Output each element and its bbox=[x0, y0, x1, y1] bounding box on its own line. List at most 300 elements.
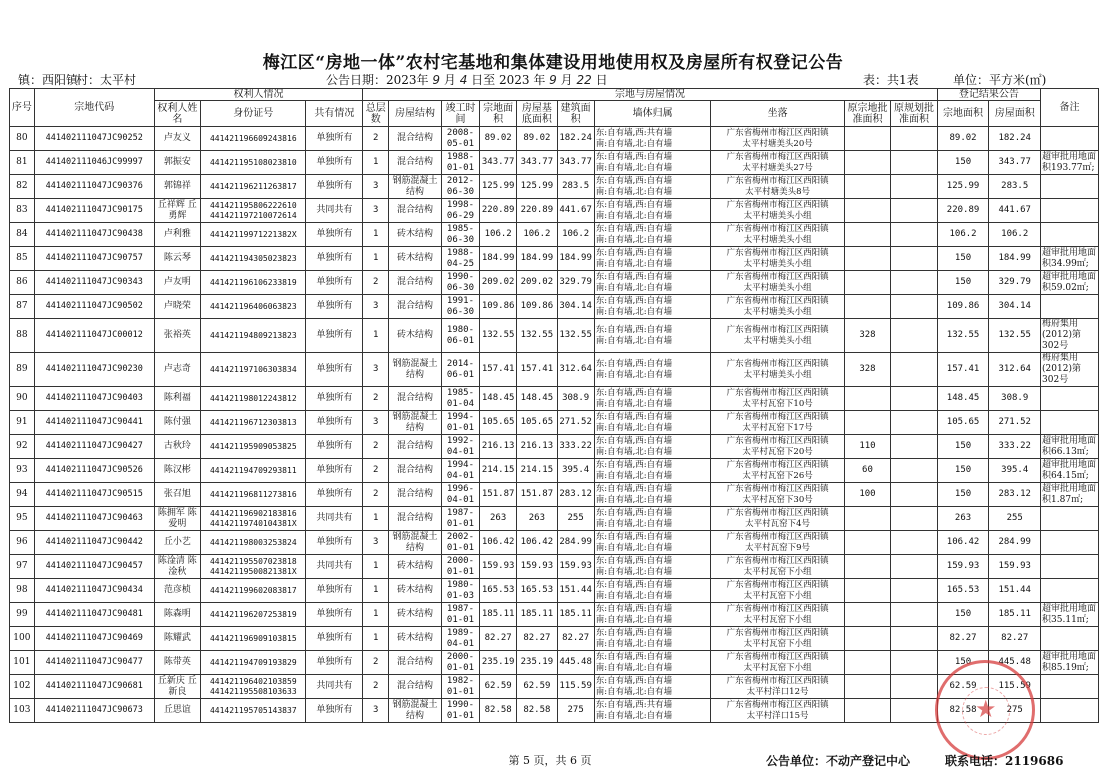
cell-location bbox=[711, 507, 844, 531]
cell-land-area: 216.13 bbox=[480, 435, 517, 459]
cell-code: 441402111047JC90502 bbox=[34, 295, 154, 319]
cell-remark bbox=[1041, 531, 1099, 555]
cell-floors: 2 bbox=[363, 675, 389, 699]
cell-location bbox=[711, 555, 844, 579]
cell-result-land: 150 bbox=[937, 151, 989, 175]
cell-result-house: 441.67 bbox=[989, 199, 1041, 223]
cell-boundary-line-2: 南:自有墙,北:自有墙 bbox=[595, 542, 673, 553]
cell-orig-approved: 100 bbox=[844, 483, 890, 507]
cell-location bbox=[711, 531, 844, 555]
cell-orig-approved bbox=[844, 699, 890, 723]
cell-land-area: 82.27 bbox=[480, 627, 517, 651]
cell-year: 1990-01-01 bbox=[441, 699, 479, 723]
col-location: 坐落 bbox=[711, 101, 844, 127]
cell-remark bbox=[1041, 627, 1099, 651]
cell-result-house: 343.77 bbox=[989, 151, 1041, 175]
cell-id: 441421194709293811 bbox=[201, 459, 306, 483]
cell-name: 陈付强 bbox=[154, 411, 200, 435]
table-row bbox=[10, 319, 1099, 353]
cell-floors: 3 bbox=[363, 295, 389, 319]
cell-share: 单独所有 bbox=[306, 175, 363, 199]
table-row bbox=[10, 151, 1099, 175]
cell-result-land: 109.86 bbox=[937, 295, 989, 319]
cell-boundary-line-1: 东:自有墙,西:自有墙 bbox=[595, 223, 673, 234]
cell-orig-approved bbox=[844, 127, 890, 151]
cell-seq: 97 bbox=[10, 555, 35, 579]
table-row bbox=[10, 295, 1099, 319]
cell-id: 441421196211263817 bbox=[201, 175, 306, 199]
table-row bbox=[10, 271, 1099, 295]
cell-location-line-2: 太平村瓦窑下小组 bbox=[743, 662, 812, 673]
cell-share: 单独所有 bbox=[306, 531, 363, 555]
town-label: 镇：西阳镇 bbox=[18, 73, 79, 87]
cell-boundary bbox=[594, 271, 711, 295]
cell-location-line-2: 太平村塘美头20号 bbox=[742, 138, 813, 149]
cell-location-line-1: 广东省梅州市梅江区西阳镇 bbox=[726, 127, 829, 138]
cell-structure: 砖木结构 bbox=[389, 555, 442, 579]
cell-land-area: 151.87 bbox=[480, 483, 517, 507]
table-row bbox=[10, 387, 1099, 411]
col-structure: 房屋结构 bbox=[389, 101, 442, 127]
cell-remark bbox=[1041, 387, 1099, 411]
cell-structure: 混合结构 bbox=[389, 199, 442, 223]
cell-location-line-1: 广东省梅州市梅江区西阳镇 bbox=[726, 387, 829, 398]
cell-result-land: 62.59 bbox=[937, 675, 989, 699]
cell-orig-approved bbox=[844, 531, 890, 555]
cell-year: 2008-05-01 bbox=[441, 127, 479, 151]
cell-land-area: 132.55 bbox=[480, 319, 517, 353]
cell-remark: 超审批用地面积59.02㎡; bbox=[1041, 271, 1099, 295]
cell-name: 范彦桢 bbox=[154, 579, 200, 603]
cell-base-area: 82.58 bbox=[517, 699, 557, 723]
date-end-day: 22 bbox=[576, 73, 592, 87]
cell-boundary-line-1: 东:自有墙,西:自有墙 bbox=[595, 175, 673, 186]
cell-land-area: 184.99 bbox=[480, 247, 517, 271]
cell-name: 陈森明 bbox=[154, 603, 200, 627]
cell-structure: 混合结构 bbox=[389, 271, 442, 295]
cell-name: 陈利福 bbox=[154, 387, 200, 411]
cell-structure: 混合结构 bbox=[389, 295, 442, 319]
cell-seq: 94 bbox=[10, 483, 35, 507]
cell-build-area: 82.27 bbox=[557, 627, 594, 651]
date-suffix: 日 bbox=[595, 73, 608, 87]
cell-code: 441402111047JC90403 bbox=[34, 387, 154, 411]
cell-build-area: 185.11 bbox=[557, 603, 594, 627]
cell-boundary-line-2: 南:自有墙,北:自有墙 bbox=[595, 258, 673, 269]
cell-code: 441402111047JC90681 bbox=[34, 675, 154, 699]
cell-share: 单独所有 bbox=[306, 699, 363, 723]
cell-location-line-1: 广东省梅州市梅江区西阳镇 bbox=[726, 247, 829, 258]
cell-result-land: 159.93 bbox=[937, 555, 989, 579]
cell-code: 441402111047JC90376 bbox=[34, 175, 154, 199]
cell-result-land: 105.65 bbox=[937, 411, 989, 435]
date-end-month: 9 bbox=[549, 73, 557, 87]
cell-plan-approved bbox=[891, 627, 938, 651]
cell-structure: 钢筋混凝土结构 bbox=[389, 353, 442, 387]
cell-code: 441402111047JC90526 bbox=[34, 459, 154, 483]
cell-boundary-line-2: 南:自有墙,北:自有墙 bbox=[595, 710, 673, 721]
cell-share: 单独所有 bbox=[306, 603, 363, 627]
cell-base-area: 106.42 bbox=[517, 531, 557, 555]
cell-plan-approved bbox=[891, 151, 938, 175]
cell-location-line-2: 太平村塘美头27号 bbox=[742, 162, 813, 173]
cell-boundary-line-2: 南:自有墙,北:自有墙 bbox=[595, 398, 673, 409]
cell-build-area: 132.55 bbox=[557, 319, 594, 353]
unit-label: 单位：平方米(㎡) bbox=[953, 73, 1047, 87]
cell-name: 古秋玲 bbox=[154, 435, 200, 459]
cell-id: 441421199602083817 bbox=[201, 579, 306, 603]
cell-land-area: 106.42 bbox=[480, 531, 517, 555]
cell-base-area: 151.87 bbox=[517, 483, 557, 507]
cell-code: 441402111047JC90442 bbox=[34, 531, 154, 555]
cell-boundary bbox=[594, 651, 711, 675]
cell-boundary-line-1: 东:自有墙,西:自有墙 bbox=[595, 435, 673, 446]
cell-floors: 3 bbox=[363, 699, 389, 723]
cell-location bbox=[711, 127, 844, 151]
cell-result-land: 125.99 bbox=[937, 175, 989, 199]
cell-location-line-2: 太平村瓦窑下17号 bbox=[742, 422, 813, 433]
cell-build-area: 304.14 bbox=[557, 295, 594, 319]
col-year: 竣工时间 bbox=[441, 101, 479, 127]
cell-orig-approved bbox=[844, 247, 890, 271]
cell-boundary-line-2: 南:自有墙,北:自有墙 bbox=[595, 662, 673, 673]
cell-code: 441402111047JC90515 bbox=[34, 483, 154, 507]
cell-location-line-1: 广东省梅州市梅江区西阳镇 bbox=[726, 675, 829, 686]
cell-location-line-1: 广东省梅州市梅江区西阳镇 bbox=[726, 483, 829, 494]
cell-boundary-line-2: 南:自有墙,北:自有墙 bbox=[595, 470, 673, 481]
cell-orig-approved bbox=[844, 387, 890, 411]
cell-build-area: 275 bbox=[557, 699, 594, 723]
table-row bbox=[10, 223, 1099, 247]
cell-structure: 钢筋混凝土结构 bbox=[389, 411, 442, 435]
cell-seq: 88 bbox=[10, 319, 35, 353]
cell-name: 丘新庆 丘新良 bbox=[154, 675, 200, 699]
cell-location-line-1: 广东省梅州市梅江区西阳镇 bbox=[726, 651, 829, 662]
cell-floors: 2 bbox=[363, 651, 389, 675]
cell-boundary-line-2: 南:自有墙,北:自有墙 bbox=[595, 335, 673, 346]
cell-location-line-2: 太平村塘美头小组 bbox=[743, 335, 812, 346]
col-remark: 备注 bbox=[1041, 89, 1099, 127]
cell-plan-approved bbox=[891, 271, 938, 295]
cell-structure: 钢筋混凝土结构 bbox=[389, 175, 442, 199]
cell-code: 441402111047JC90427 bbox=[34, 435, 154, 459]
cell-location bbox=[711, 675, 844, 699]
cell-orig-approved bbox=[844, 603, 890, 627]
col-plan-approved: 原规划批准面积 bbox=[891, 101, 938, 127]
table-row bbox=[10, 531, 1099, 555]
cell-id: 441421195108023810 bbox=[201, 151, 306, 175]
col-id: 身份证号 bbox=[201, 101, 306, 127]
cell-floors: 1 bbox=[363, 627, 389, 651]
cell-share: 单独所有 bbox=[306, 459, 363, 483]
cell-location-line-1: 广东省梅州市梅江区西阳镇 bbox=[726, 627, 829, 638]
cell-base-area: 220.89 bbox=[517, 199, 557, 223]
cell-share: 共同共有 bbox=[306, 555, 363, 579]
cell-result-house: 395.4 bbox=[989, 459, 1041, 483]
group-rights: 权利人情况 bbox=[154, 89, 363, 101]
cell-boundary-line-2: 南:自有墙,北:自有墙 bbox=[595, 686, 673, 697]
cell-boundary-line-1: 东:自有墙,西:自有墙 bbox=[595, 199, 673, 210]
cell-code: 441402111047JC90463 bbox=[34, 507, 154, 531]
cell-location bbox=[711, 483, 844, 507]
cell-build-area: 283.5 bbox=[557, 175, 594, 199]
cell-structure: 混合结构 bbox=[389, 507, 442, 531]
cell-structure: 砖木结构 bbox=[389, 223, 442, 247]
cell-remark bbox=[1041, 127, 1099, 151]
cell-code: 441402111047JC90438 bbox=[34, 223, 154, 247]
cell-plan-approved bbox=[891, 175, 938, 199]
cell-build-area: 441.67 bbox=[557, 199, 594, 223]
cell-boundary bbox=[594, 387, 711, 411]
cell-year: 1988-01-01 bbox=[441, 151, 479, 175]
cell-location-line-1: 广东省梅州市梅江区西阳镇 bbox=[726, 507, 829, 518]
cell-seq: 93 bbox=[10, 459, 35, 483]
cell-structure: 混合结构 bbox=[389, 387, 442, 411]
cell-year: 1988-04-25 bbox=[441, 247, 479, 271]
cell-plan-approved bbox=[891, 127, 938, 151]
cell-code: 441402111047JC90757 bbox=[34, 247, 154, 271]
cell-result-house: 132.55 bbox=[989, 319, 1041, 353]
date-mid-1: 月 bbox=[443, 73, 456, 87]
cell-result-land: 150 bbox=[937, 603, 989, 627]
cell-location bbox=[711, 411, 844, 435]
cell-plan-approved bbox=[891, 483, 938, 507]
col-land-area: 宗地面积 bbox=[480, 101, 517, 127]
cell-result-land: 150 bbox=[937, 459, 989, 483]
cell-year: 1994-01-01 bbox=[441, 411, 479, 435]
cell-result-house: 182.24 bbox=[989, 127, 1041, 151]
cell-id: 441421196402103859 441421195508103633 bbox=[201, 675, 306, 699]
cell-land-area: 82.58 bbox=[480, 699, 517, 723]
cell-floors: 3 bbox=[363, 353, 389, 387]
cell-boundary-line-1: 东:自有墙,西:自有墙 bbox=[595, 651, 673, 662]
cell-base-area: 216.13 bbox=[517, 435, 557, 459]
cell-boundary-line-1: 东:自有墙,西:自有墙 bbox=[595, 675, 673, 686]
cell-id: 441421196811273816 bbox=[201, 483, 306, 507]
cell-boundary-line-1: 东:自有墙,西:自有墙 bbox=[595, 358, 673, 369]
col-floors: 总层数 bbox=[363, 101, 389, 127]
cell-boundary bbox=[594, 531, 711, 555]
cell-boundary bbox=[594, 199, 711, 223]
cell-boundary-line-1: 东:自有墙,西:自有墙 bbox=[595, 247, 673, 258]
cell-land-area: 109.86 bbox=[480, 295, 517, 319]
cell-seq: 91 bbox=[10, 411, 35, 435]
cell-boundary bbox=[594, 175, 711, 199]
cell-location bbox=[711, 627, 844, 651]
table-row bbox=[10, 247, 1099, 271]
table-row bbox=[10, 483, 1099, 507]
cell-boundary bbox=[594, 603, 711, 627]
cell-floors: 2 bbox=[363, 271, 389, 295]
cell-land-area: 125.99 bbox=[480, 175, 517, 199]
cell-boundary bbox=[594, 507, 711, 531]
cell-boundary-line-1: 东:自有墙,西:自有墙 bbox=[595, 324, 673, 335]
cell-boundary bbox=[594, 459, 711, 483]
cell-boundary bbox=[594, 151, 711, 175]
cell-floors: 3 bbox=[363, 199, 389, 223]
table-row bbox=[10, 579, 1099, 603]
cell-location-line-1: 广东省梅州市梅江区西阳镇 bbox=[726, 151, 829, 162]
cell-name: 郭锦祥 bbox=[154, 175, 200, 199]
col-name: 权利人姓名 bbox=[154, 101, 200, 127]
table-row bbox=[10, 411, 1099, 435]
cell-location-line-1: 广东省梅州市梅江区西阳镇 bbox=[726, 603, 829, 614]
cell-share: 单独所有 bbox=[306, 651, 363, 675]
registration-table bbox=[9, 88, 1099, 723]
cell-id: 441421196902183816 44142119740104381X bbox=[201, 507, 306, 531]
cell-floors: 2 bbox=[363, 459, 389, 483]
cell-remark bbox=[1041, 507, 1099, 531]
cell-name: 丘祥辉 丘勇辉 bbox=[154, 199, 200, 223]
cell-id: 441421194305023823 bbox=[201, 247, 306, 271]
cell-floors: 1 bbox=[363, 555, 389, 579]
cell-boundary-line-2: 南:自有墙,北:自有墙 bbox=[595, 369, 673, 380]
cell-floors: 1 bbox=[363, 247, 389, 271]
col-base-area: 房屋基底面积 bbox=[517, 101, 557, 127]
cell-name: 陈云琴 bbox=[154, 247, 200, 271]
cell-seq: 99 bbox=[10, 603, 35, 627]
cell-boundary-line-1: 东:自有墙,西:自有墙 bbox=[595, 271, 673, 282]
cell-orig-approved bbox=[844, 151, 890, 175]
cell-build-area: 329.79 bbox=[557, 271, 594, 295]
cell-structure: 砖木结构 bbox=[389, 247, 442, 271]
cell-remark: 梅府集用(2012)第302号 bbox=[1041, 319, 1099, 353]
cell-name: 陈汉彬 bbox=[154, 459, 200, 483]
cell-plan-approved bbox=[891, 507, 938, 531]
cell-boundary-line-1: 东:自有墙,西:共有墙 bbox=[595, 699, 673, 710]
cell-year: 2000-01-01 bbox=[441, 651, 479, 675]
cell-base-area: 132.55 bbox=[517, 319, 557, 353]
cell-land-area: 105.65 bbox=[480, 411, 517, 435]
cell-floors: 3 bbox=[363, 175, 389, 199]
cell-id: 441421196609243816 bbox=[201, 127, 306, 151]
cell-boundary-line-2: 南:自有墙,北:自有墙 bbox=[595, 614, 673, 625]
cell-result-house: 308.9 bbox=[989, 387, 1041, 411]
cell-result-house: 184.99 bbox=[989, 247, 1041, 271]
cell-result-house: 271.52 bbox=[989, 411, 1041, 435]
cell-build-area: 333.22 bbox=[557, 435, 594, 459]
cell-land-area: 106.2 bbox=[480, 223, 517, 247]
cell-boundary-line-2: 南:自有墙,北:自有墙 bbox=[595, 422, 673, 433]
cell-boundary bbox=[594, 295, 711, 319]
cell-land-area: 235.19 bbox=[480, 651, 517, 675]
table-row bbox=[10, 459, 1099, 483]
cell-orig-approved bbox=[844, 627, 890, 651]
cell-land-area: 214.15 bbox=[480, 459, 517, 483]
cell-name: 郭振安 bbox=[154, 151, 200, 175]
cell-boundary-line-2: 南:自有墙,北:自有墙 bbox=[595, 162, 673, 173]
cell-code: 441402111047JC90434 bbox=[34, 579, 154, 603]
cell-plan-approved bbox=[891, 603, 938, 627]
cell-id: 441421195909053825 bbox=[201, 435, 306, 459]
cell-code: 441402111047JC00012 bbox=[34, 319, 154, 353]
cell-land-area: 148.45 bbox=[480, 387, 517, 411]
cell-boundary-line-2: 南:自有墙,北:自有墙 bbox=[595, 566, 673, 577]
cell-code: 441402111047JC90457 bbox=[34, 555, 154, 579]
cell-boundary-line-2: 南:自有墙,北:自有墙 bbox=[595, 210, 673, 221]
col-share: 共有情况 bbox=[306, 101, 363, 127]
cell-result-land: 82.58 bbox=[937, 699, 989, 723]
cell-seq: 82 bbox=[10, 175, 35, 199]
cell-floors: 1 bbox=[363, 223, 389, 247]
cell-share: 单独所有 bbox=[306, 483, 363, 507]
cell-land-area: 165.53 bbox=[480, 579, 517, 603]
cell-share: 单独所有 bbox=[306, 435, 363, 459]
col-code: 宗地代码 bbox=[34, 89, 154, 127]
cell-location-line-2: 太平村塘美头小组 bbox=[743, 282, 812, 293]
cell-boundary-line-2: 南:自有墙,北:自有墙 bbox=[595, 590, 673, 601]
cell-location bbox=[711, 353, 844, 387]
cell-seq: 96 bbox=[10, 531, 35, 555]
cell-remark: 超审批用地面积66.13㎡; bbox=[1041, 435, 1099, 459]
date-start-day: 4 bbox=[459, 73, 468, 87]
cell-remark bbox=[1041, 199, 1099, 223]
cell-structure: 砖木结构 bbox=[389, 319, 442, 353]
cell-base-area: 343.77 bbox=[517, 151, 557, 175]
cell-name: 卢友明 bbox=[154, 271, 200, 295]
cell-location bbox=[711, 223, 844, 247]
cell-id: 44142119971221382X bbox=[201, 223, 306, 247]
cell-location-line-2: 太平村洋口12号 bbox=[746, 686, 809, 697]
table-row bbox=[10, 603, 1099, 627]
cell-boundary-line-1: 东:自有墙,西:共有墙 bbox=[595, 127, 673, 138]
cell-location-line-1: 广东省梅州市梅江区西阳镇 bbox=[726, 295, 829, 306]
cell-code: 441402111047JC90469 bbox=[34, 627, 154, 651]
cell-build-area: 395.4 bbox=[557, 459, 594, 483]
cell-build-area: 115.59 bbox=[557, 675, 594, 699]
cell-code: 441402111047JC90175 bbox=[34, 199, 154, 223]
cell-boundary-line-2: 南:自有墙,北:自有墙 bbox=[595, 186, 673, 197]
cell-seq: 102 bbox=[10, 675, 35, 699]
cell-build-area: 445.48 bbox=[557, 651, 594, 675]
cell-land-area: 209.02 bbox=[480, 271, 517, 295]
cell-id: 441421196909103815 bbox=[201, 627, 306, 651]
cell-name: 陈耀武 bbox=[154, 627, 200, 651]
cell-year: 2012-06-30 bbox=[441, 175, 479, 199]
cell-result-land: 132.55 bbox=[937, 319, 989, 353]
cell-plan-approved bbox=[891, 699, 938, 723]
cell-location-line-1: 广东省梅州市梅江区西阳镇 bbox=[726, 358, 829, 369]
cell-boundary bbox=[594, 675, 711, 699]
cell-plan-approved bbox=[891, 223, 938, 247]
issuing-unit: 公告单位：不动产登记中心 bbox=[766, 754, 911, 768]
col-build-area: 建筑面积 bbox=[557, 101, 594, 127]
cell-structure: 混合结构 bbox=[389, 151, 442, 175]
cell-year: 2000-01-01 bbox=[441, 555, 479, 579]
cell-result-land: 106.42 bbox=[937, 531, 989, 555]
cell-remark bbox=[1041, 223, 1099, 247]
cell-share: 单独所有 bbox=[306, 151, 363, 175]
cell-share: 共同共有 bbox=[306, 675, 363, 699]
cell-result-house: 312.64 bbox=[989, 353, 1041, 387]
cell-year: 1989-04-01 bbox=[441, 627, 479, 651]
col-orig-approved: 原宗地批准面积 bbox=[844, 101, 890, 127]
cell-remark bbox=[1041, 411, 1099, 435]
cell-code: 441402111047JC90481 bbox=[34, 603, 154, 627]
cell-result-house: 275 bbox=[989, 699, 1041, 723]
cell-boundary bbox=[594, 223, 711, 247]
cell-remark: 超审批用地面积85.19㎡; bbox=[1041, 651, 1099, 675]
cell-location bbox=[711, 199, 844, 223]
cell-share: 单独所有 bbox=[306, 353, 363, 387]
cell-year: 2014-06-01 bbox=[441, 353, 479, 387]
table-row bbox=[10, 199, 1099, 223]
cell-name: 张裕英 bbox=[154, 319, 200, 353]
cell-location-line-2: 太平村瓦窑下小组 bbox=[743, 614, 812, 625]
cell-boundary-line-2: 南:自有墙,北:自有墙 bbox=[595, 306, 673, 317]
cell-seq: 84 bbox=[10, 223, 35, 247]
cell-id: 441421194809213823 bbox=[201, 319, 306, 353]
